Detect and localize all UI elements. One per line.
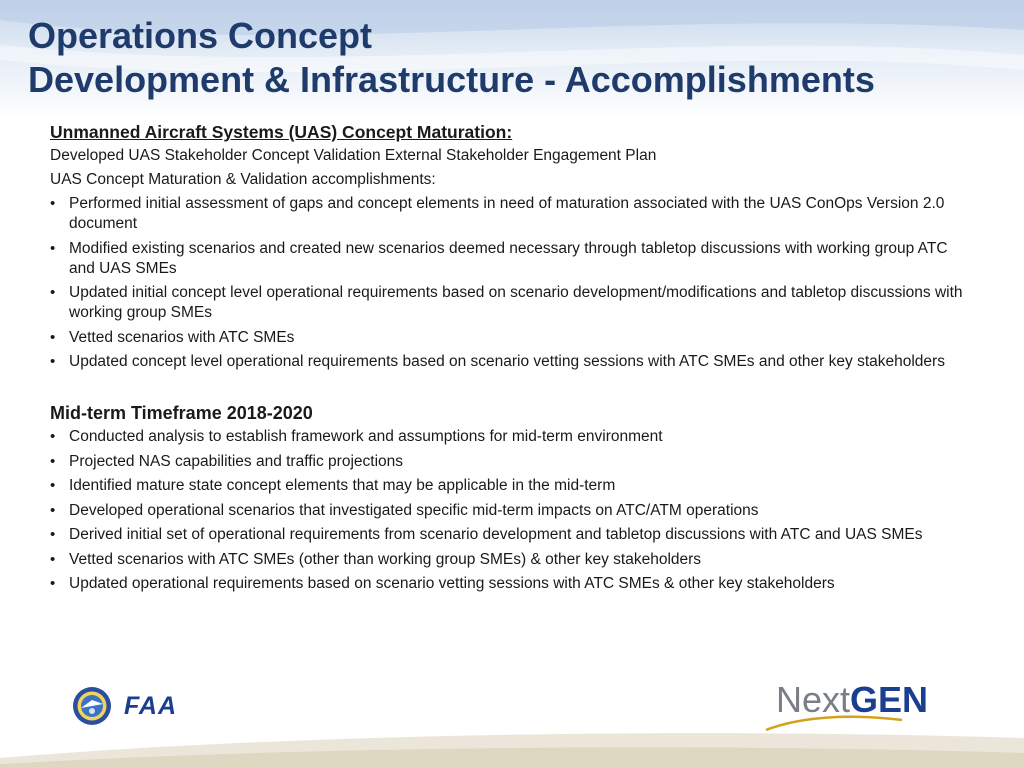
uas-line: UAS Concept Maturation & Validation accomplishments: [50,171,436,188]
midterm-bullet-list [50,427,970,594]
list-item: • Performed initial assessment of gaps and concept elements in need of maturation associated with the UAS ConOps Version 2.0 document [50,194,970,234]
list-item: • Updated initial concept level operational requirements based on scenario development/modifications and tabletop discussions with working group SMEs [50,283,970,323]
title-line-1: Operations Concept [28,15,373,56]
faa-seal-icon [72,686,112,726]
uas-line: Developed UAS Stakeholder Concept Validation External Stakeholder Engagement Plan [50,147,657,164]
list-item: • Modified existing scenarios and created new scenarios deemed necessary through tabletop discussions with working group ATC and UAS SMEs [50,239,970,279]
slide-content [50,121,970,599]
list-item: • Derived initial set of operational requirements from scenario development and tabletop discussions with ATC and UAS SMEs [50,525,970,545]
uas-bullet-list [50,194,970,372]
title-line-2: Development & Infrastructure - Accomplishments [28,59,875,100]
nextgen-next-text: Next [776,679,851,720]
midterm-section-heading: Mid-term Timeframe 2018-2020 [50,403,313,423]
list-item: • Updated operational requirements based on scenario vetting sessions with ATC SMEs & other key stakeholders [50,574,970,594]
list-item: • Updated concept level operational requirements based on scenario vetting sessions with ATC SMEs and other key stakeholders [50,352,970,372]
list-item: • Conducted analysis to establish framework and assumptions for mid-term environment [50,427,970,447]
nextgen-gen-text: GEN [850,679,929,720]
list-item: • Identified mature state concept elements that may be applicable in the mid-term [50,476,970,496]
list-item: • Vetted scenarios with ATC SMEs (other than working group SMEs) & other key stakeholders [50,550,970,570]
list-item: • Projected NAS capabilities and traffic projections [50,452,970,472]
list-item: • Developed operational scenarios that investigated specific mid-term impacts on ATC/ATM operations [50,501,970,521]
page-title [28,14,875,102]
nextgen-arc-icon [762,680,958,732]
faa-logo [72,686,177,726]
nextgen-logo [762,680,958,732]
faa-wordmark: FAA [124,691,177,720]
uas-section-heading: Unmanned Aircraft Systems (UAS) Concept Maturation: [50,122,513,142]
list-item: • Vetted scenarios with ATC SMEs [50,328,970,348]
